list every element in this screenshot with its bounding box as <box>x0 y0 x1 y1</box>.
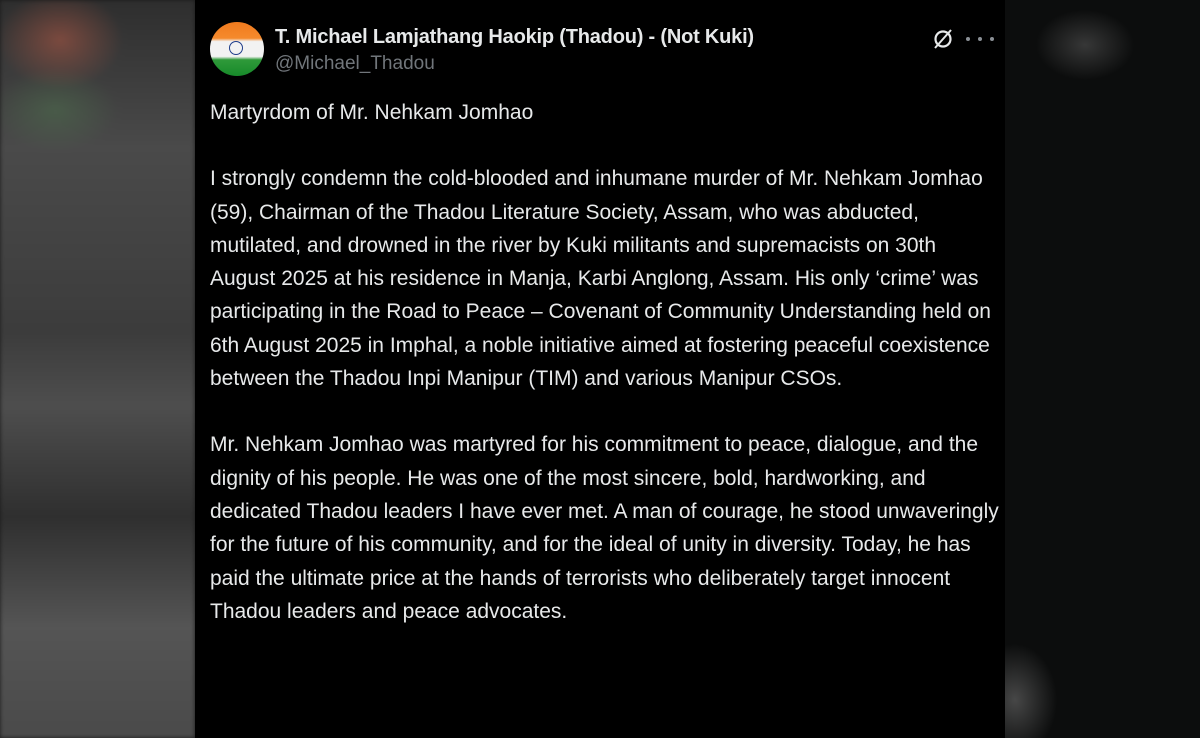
more-options-icon[interactable] <box>966 26 994 52</box>
blurred-background-right <box>1005 0 1200 738</box>
ashoka-chakra-icon <box>229 41 243 55</box>
author-handle[interactable]: @Michael_Thadou <box>275 53 435 74</box>
tweet-paragraph: Mr. Nehkam Jomhao was martyred for his commitment to peace, dialogue, and the dignity of his people. He was one of the most sincere, bold, hardworking, and dedicated Thadou leaders I have ever met. A man of courage, he stood unwaveringly for the future of his community, and for the ideal of unity in diversity. Today, he has paid the ultimate price at the hands of terrorists who deliberately target innocent Thadou leaders and peace advocates. <box>210 433 999 623</box>
tweet-title: Martyrdom of Mr. Nehkam Jomhao <box>210 101 534 124</box>
avatar[interactable] <box>210 22 264 76</box>
blurred-background-left <box>0 0 195 738</box>
author-display-name[interactable]: T. Michael Lamjathang Haokip (Thadou) - (Not Kuki) <box>275 26 754 48</box>
grok-icon[interactable] <box>930 26 956 52</box>
tweet-header <box>210 22 990 78</box>
tweet-text <box>210 96 1000 661</box>
tweet-paragraph: I strongly condemn the cold-blooded and inhumane murder of Mr. Nehkam Jomhao (59), Chairman of the Thadou Literature Society, Assam, who was abducted, mutilated, and drowned in the river by Kuki militants and supremacists on 30th August 2025 at his residence in Manja, Karbi Anglong, Assam. His only ‘crime’ was participating in the Road to Peace – Covenant of Community Understanding held on 6th August 2025 in Imphal, a noble initiative aimed at fostering peaceful coexistence between the Thadou Inpi Manipur (TIM) and various Manipur CSOs. <box>210 167 991 391</box>
tweet-card <box>195 0 1005 738</box>
